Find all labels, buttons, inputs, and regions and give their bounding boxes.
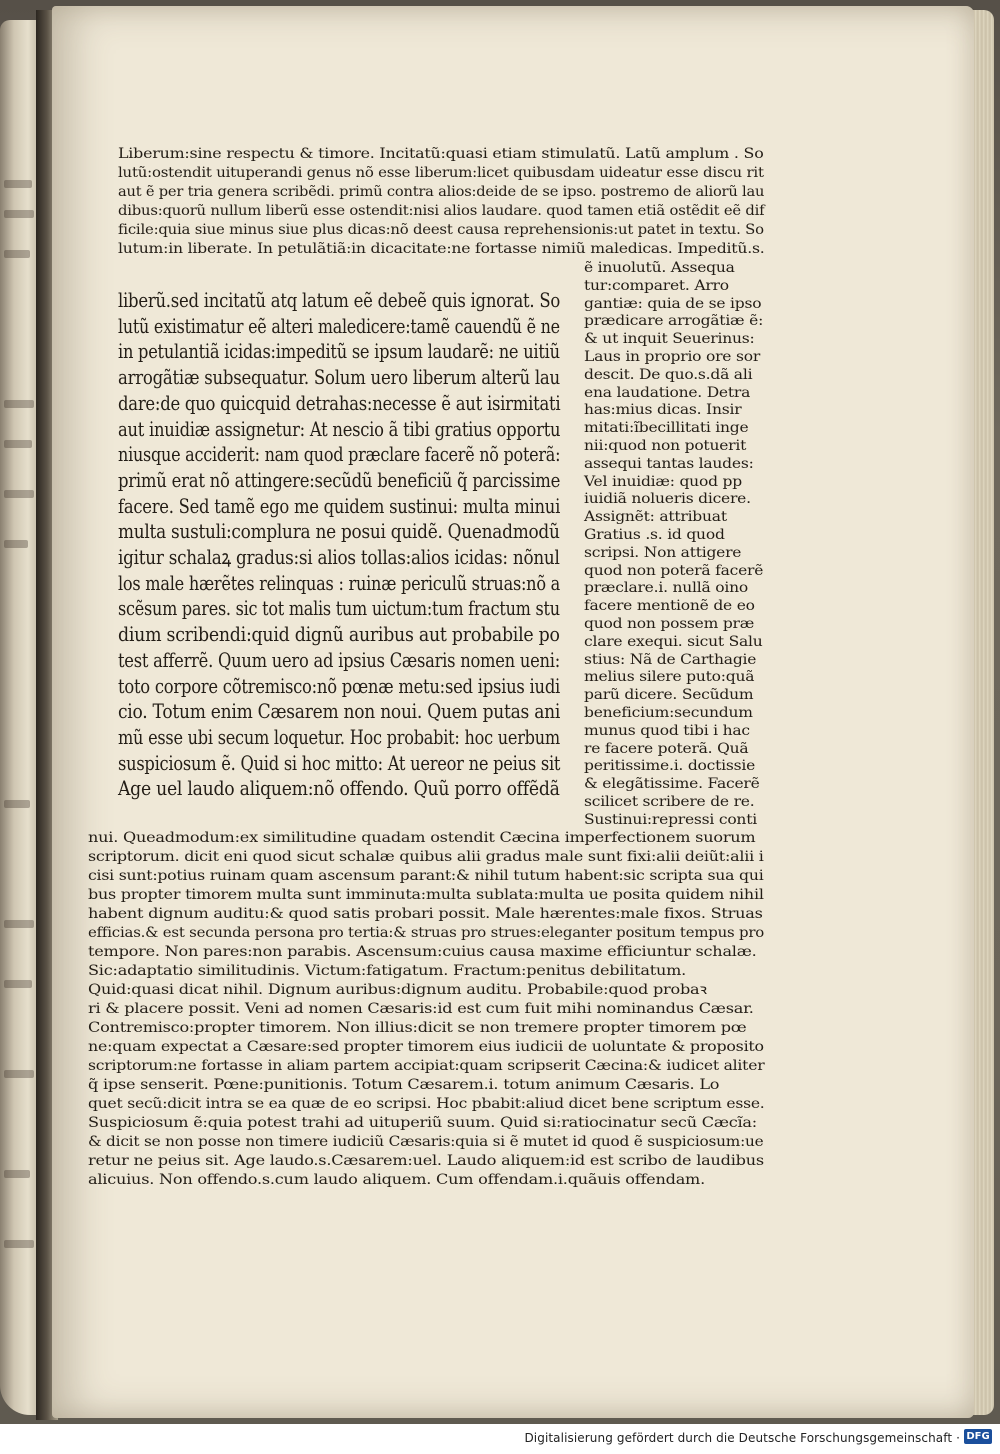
gloss-line: has:mius dicas. Insir (584, 402, 742, 419)
commentary-line: lutũ:ostendit uituperandi genus nõ esse liberum:licet quibusdam uideatur esse discu rit (118, 165, 764, 181)
commentary-line: Quid:quasi dicat nihil. Dignum auribus:dignum auditu. Probabile:quod probaꝛ (88, 982, 707, 998)
commentary-line: dibus:quorũ nullum liberũ esse ostendit:nisi alios laudare. quod tamen etiã ostẽdit eẽ dif (118, 203, 765, 219)
dfg-logo-icon: DFG (964, 1429, 992, 1444)
gloss-line: assequi tantas laudes: (584, 455, 754, 472)
gloss-line: melius silere puto:quã (584, 669, 755, 686)
gloss-line: quod non possem præ (584, 616, 755, 632)
commentary-line: scriptorum. dicit eni quod sicut schalæ quibus alii gradus male sunt fixi:alii deiũt:alii i (88, 849, 764, 865)
commentary-line: efficias.& est secunda persona pro tertia:& struas pro strues:eleganter positum tempus pro (88, 925, 765, 941)
gloss-line: parũ dicere. Secũdum (584, 687, 754, 704)
main-text-line: suspiciosum ẽ. Quid si hoc mitto: At uereor ne peius sit (118, 750, 561, 775)
main-text-line: niusque acciderit: nam quod præclare facerẽ nõ poterã: (118, 442, 561, 467)
gloss-line: Sustinui:repressi conti (584, 811, 757, 828)
commentary-line: retur ne peius sit. Age laudo.s.Cæsarem:uel. Laudo aliquem:id est scribo de laudibus (88, 1153, 764, 1169)
main-text-line: arrogãtiæ subsequatur. Solum uero liberum alterũ lau (118, 365, 560, 390)
gloss-line: Vel inuidiæ: quod pp (584, 473, 742, 490)
gloss-line: iuidiã nolueris dicere. (584, 491, 751, 508)
facing-page-edge (0, 20, 40, 1415)
commentary-line: tempore. Non pares:non parabis. Ascensum:cuius causa maxime efficiuntur schalæ. (88, 944, 757, 960)
gloss-line: ẽ inuolutũ. Assequa (584, 260, 735, 276)
gloss-line: prædicare arrogãtiæ ẽ: (584, 313, 764, 330)
main-text-line: cio. Totum enim Cæsarem non noui. Quem putas ani (118, 699, 561, 724)
gloss-line: scilicet scribere de re. (584, 794, 755, 810)
gloss-line: nii:quod non potuerit (584, 438, 747, 454)
commentary-line: ficile:quia siue minus siue plus dicas:nõ deest causa reprehensionis:ut patet in textu. So (118, 222, 764, 238)
gloss-line: scripsi. Non attigere (584, 544, 742, 561)
gloss-line: descit. De quo.s.dã ali (584, 366, 753, 383)
main-text-line: dium scribendi:quid dignũ auribus aut probabile po (118, 622, 560, 647)
gloss-line: clare exequi. sicut Salu (584, 633, 763, 650)
commentary-line: q̃ ipse senserit. Pœne:punitionis. Totum Cæsarem.i. totum animum Cæsaris. Lo (88, 1077, 720, 1093)
commentary-line: cisi sunt:potius ruinam quam ascensum parant:& nihil tutum habent:sic scripta sua qui (88, 868, 764, 884)
commentary-line: Contremisco:propter timorem. Non illius:dicit se non tremere propter timorem pœ (88, 1020, 747, 1036)
commentary-line: ri & placere possit. Veni ad nomen Cæsaris:id est cum fuit mihi nominandus Cæsar. (88, 1001, 754, 1017)
main-text-line: igitur schalaꝝ gradus:si alios tollas:alios icidas: nõnul (118, 545, 560, 569)
main-text-line: test afferrẽ. Quum uero ad ipsius Cæsaris nomen ueni: (118, 647, 561, 672)
gloss-line: beneficium:secundum (584, 705, 753, 721)
gloss-line: & ut inquit Seuerinus: (584, 331, 755, 348)
commentary-line: scriptorum:ne fortasse in aliam partem accipiat:quam scripserit Cæcina:& iudicet aliter (88, 1058, 765, 1074)
gloss-line: mitati:ĩbecillitati inge (584, 420, 749, 437)
gloss-line: ena laudatione. Detra (584, 384, 751, 401)
digitization-credit: Digitalisierung gefördert durch die Deutsche Forschungsgemeinschaft · (524, 1431, 960, 1445)
gloss-line: re facere poterã. Quã (584, 740, 749, 757)
gloss-line: Gratius .s. id quod (584, 527, 725, 543)
main-text-line: dare:de quo quicquid detrahas:necesse ẽ aut isirmitati (118, 390, 561, 415)
commentary-line: lutum:in liberate. In petulãtiã:in dicacitate:ne fortasse nimiũ maledicas. Impeditũ.s. (118, 241, 765, 257)
main-text-line: scẽsum pares. sic tot malis tum uictum:tum fractum stu (118, 596, 560, 621)
gloss-line: stius: Nã de Carthagie (584, 651, 757, 668)
gloss-line: facere mentionẽ de eo (584, 598, 755, 615)
gloss-line: & elegãtissime. Facerẽ (584, 776, 760, 793)
commentary-line: Sic:adaptatio similitudinis. Victum:fatigatum. Fractum:penitus debilitatum. (88, 963, 687, 979)
commentary-line: Suspiciosum ẽ:quia potest trahi ad uituperiũ suum. Quid si:ratiocinatur secũ Cæcĩa: (88, 1115, 758, 1131)
gloss-line: gantiæ: quia de se ipso (584, 295, 762, 312)
gloss-line: quod non poterã facerẽ (584, 562, 764, 579)
commentary-line: bus propter timorem multa sunt imminuta:multa sublata:multa ue posita quidem nihil (88, 887, 764, 903)
main-text-line: lutũ existimatur eẽ alteri maledicere:tamẽ cauendũ ẽ ne (118, 313, 560, 338)
main-text-line: mũ esse ubi secum loquetur. Hoc probabit: hoc uerbum (118, 724, 560, 749)
gloss-line: tur:comparet. Arro (584, 277, 729, 294)
commentary-line: & dicit se non posse non timere iudiciũ Cæsaris:quia si ẽ mutet id quod ẽ suspiciosum:ue (88, 1134, 764, 1150)
gloss-line: Laus in proprio ore sor (584, 349, 761, 365)
main-text-line: primũ erat nõ attingere:secũdũ beneficiũ q̃ parcissime (118, 467, 561, 492)
gloss-line: peritissime.i. doctissie (584, 758, 756, 775)
main-text-line: in petulantiã icidas:impeditũ se ipsum laudarẽ: ne uitiũ (118, 339, 560, 364)
main-text-line: multa sustuli:complura ne posui quidẽ. Quenadmodũ (118, 519, 560, 544)
main-text-line: los male hærẽtes relinquas : ruinæ periculũ struas:nõ a (118, 570, 561, 595)
commentary-line: Liberum:sine respectu & timore. Incitatũ:quasi etiam stimulatũ. Latũ amplum . So (118, 146, 764, 162)
main-text-line: aut inuidiæ assignetur: At nescio ã tibi gratius opportu (118, 416, 561, 441)
commentary-line: alicuius. Non offendo.s.cum laudo aliquem. Cum offendam.i.quãuis offendam. (88, 1172, 705, 1188)
main-text-line: toto corpore cõtremisco:nõ pœnæ metu:sed ipsius iudi (118, 673, 561, 698)
commentary-line: habent dignum auditu:& quod satis probari possit. Male hærentes:male fixos. Struas (88, 906, 763, 922)
main-text-line: Age uel laudo aliquem:nõ offendo. Quũ porro offẽdã (118, 776, 560, 801)
commentary-line: aut ẽ per tria genera scribẽdi. primũ contra alios:deide de se ipso. postremo de aliorũ lau (118, 184, 765, 200)
gloss-line: munus quod tibi i hac (584, 722, 750, 739)
main-text-line: liberũ.sed incitatũ atq latum eẽ debeẽ quis ignorat. So (118, 288, 561, 312)
gloss-line: Assignẽt: attribuat (584, 509, 727, 526)
commentary-line: ne:quam expectat a Cæsare:sed propter timorem eius iudicii de uoluntate & proposito (88, 1039, 764, 1055)
commentary-line: nui. Queadmodum:ex similitudine quadam ostendit Cæcina imperfectionem suorum (88, 830, 756, 846)
main-text-line: facere. Sed tamẽ ego me quidem sustinui: multa minui (118, 493, 561, 518)
gloss-line: præclare.i. nullã oino (584, 580, 748, 597)
commentary-line: quet secũ:dicit intra se ea quæ de eo scripsi. Hoc pbabit:aliud dicet bene scriptum esse. (88, 1096, 765, 1112)
